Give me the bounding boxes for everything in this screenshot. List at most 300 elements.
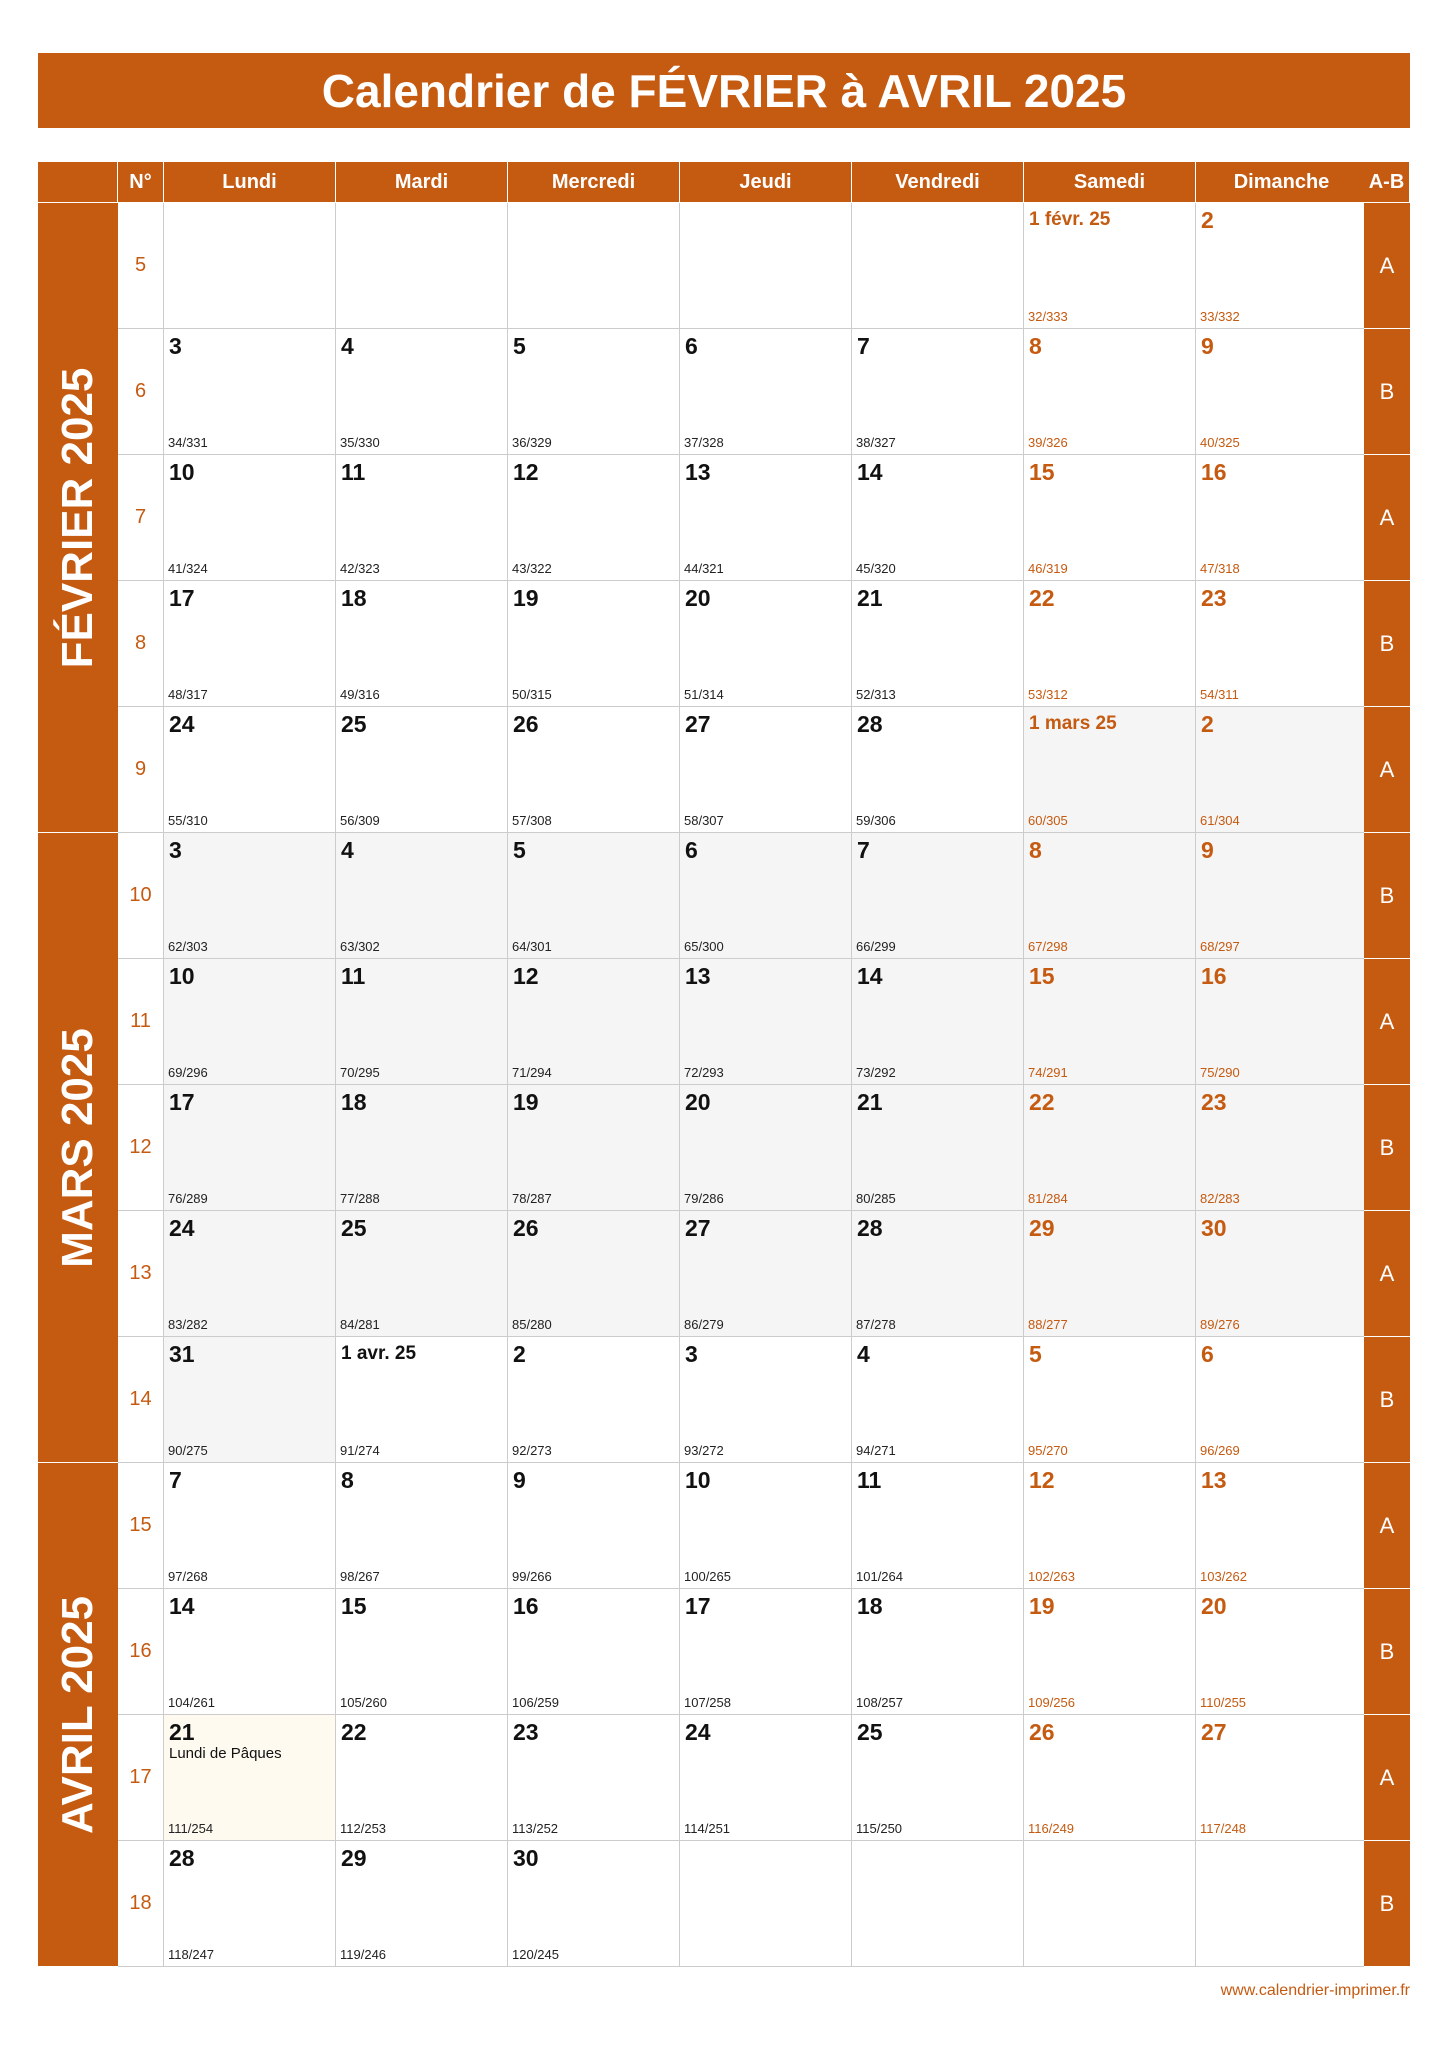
day-cell[interactable] xyxy=(164,707,336,833)
day-cell[interactable] xyxy=(508,959,680,1085)
day-number: 28 xyxy=(857,711,883,737)
day-count: 115/250 xyxy=(856,1821,903,1836)
day-cell[interactable] xyxy=(1196,707,1368,833)
day-cell[interactable] xyxy=(164,455,336,581)
day-number: 23 xyxy=(513,1719,539,1745)
day-cell[interactable] xyxy=(852,1463,1024,1589)
day-number: 12 xyxy=(513,963,539,989)
day-count: 54/311 xyxy=(1200,687,1239,702)
day-number: 17 xyxy=(169,1089,195,1115)
header-day-samedi: Samedi xyxy=(1024,162,1196,202)
day-count: 95/270 xyxy=(1028,1443,1068,1458)
header-day-dimanche: Dimanche xyxy=(1196,162,1368,202)
day-count: 93/272 xyxy=(684,1443,724,1458)
day-count: 66/299 xyxy=(856,939,896,954)
day-count: 72/293 xyxy=(684,1065,724,1080)
day-cell[interactable] xyxy=(336,581,508,707)
day-cell[interactable] xyxy=(1196,1337,1368,1463)
day-cell[interactable] xyxy=(1024,203,1196,329)
day-cell[interactable] xyxy=(508,329,680,455)
day-count: 48/317 xyxy=(168,687,208,702)
day-count: 63/302 xyxy=(340,939,380,954)
empty-cell xyxy=(680,203,852,329)
day-count: 103/262 xyxy=(1200,1569,1247,1584)
day-number: 7 xyxy=(169,1467,182,1493)
day-number: 22 xyxy=(1029,1089,1055,1115)
day-number: 14 xyxy=(857,963,883,989)
day-count: 108/257 xyxy=(856,1695,903,1710)
day-count: 83/282 xyxy=(168,1317,208,1332)
day-count: 32/333 xyxy=(1028,309,1068,324)
header-week-number: N° xyxy=(118,162,164,202)
day-cell[interactable] xyxy=(1024,959,1196,1085)
day-cell[interactable] xyxy=(1024,329,1196,455)
day-count: 111/254 xyxy=(168,1821,214,1836)
day-number: 10 xyxy=(169,459,195,485)
day-number: 6 xyxy=(685,333,698,359)
day-cell[interactable] xyxy=(852,959,1024,1085)
day-count: 109/256 xyxy=(1028,1695,1075,1710)
day-number: 19 xyxy=(1029,1593,1055,1619)
month-band-2 xyxy=(38,1463,118,1967)
day-cell[interactable] xyxy=(852,455,1024,581)
day-number: 10 xyxy=(169,963,195,989)
day-number: 3 xyxy=(685,1341,698,1367)
month-band-1 xyxy=(38,833,118,1463)
day-count: 45/320 xyxy=(856,561,896,576)
ab-week-label: A xyxy=(1364,1715,1410,1841)
day-number: 4 xyxy=(857,1341,870,1367)
day-cell[interactable] xyxy=(164,1841,336,1967)
week-number: 17 xyxy=(118,1715,164,1841)
day-number: 13 xyxy=(1201,1467,1227,1493)
day-cell[interactable] xyxy=(852,1589,1024,1715)
day-cell[interactable] xyxy=(680,581,852,707)
day-cell[interactable] xyxy=(1024,1463,1196,1589)
month-band-0 xyxy=(38,203,118,833)
week-number: 6 xyxy=(118,329,164,455)
day-cell[interactable] xyxy=(508,1841,680,1967)
day-count: 99/266 xyxy=(512,1569,552,1584)
day-number: 27 xyxy=(685,1215,711,1241)
day-count: 56/309 xyxy=(340,813,380,828)
day-count: 86/279 xyxy=(684,1317,724,1332)
day-number: 23 xyxy=(1201,1089,1227,1115)
day-count: 117/248 xyxy=(1200,1821,1247,1836)
day-cell[interactable] xyxy=(852,329,1024,455)
day-number: 5 xyxy=(513,333,526,359)
day-count: 33/332 xyxy=(1200,309,1240,324)
day-number: 1 avr. 25 xyxy=(341,1343,417,1364)
day-cell[interactable] xyxy=(1196,203,1368,329)
empty-cell xyxy=(852,1841,1024,1967)
day-number: 22 xyxy=(1029,585,1055,611)
day-cell[interactable] xyxy=(164,1715,336,1841)
day-number: 16 xyxy=(513,1593,539,1619)
ab-week-label: A xyxy=(1364,203,1410,329)
day-number: 27 xyxy=(1201,1719,1227,1745)
day-cell[interactable] xyxy=(852,581,1024,707)
day-number: 20 xyxy=(685,585,711,611)
calendar-title-bar xyxy=(38,53,1410,128)
day-cell[interactable] xyxy=(852,1211,1024,1337)
day-count: 120/245 xyxy=(512,1947,559,1962)
day-number: 21 xyxy=(857,1089,883,1115)
day-cell[interactable] xyxy=(508,707,680,833)
day-count: 46/319 xyxy=(1028,561,1068,576)
day-cell[interactable] xyxy=(508,1589,680,1715)
day-cell[interactable] xyxy=(164,1463,336,1589)
month-label: AVRIL 2025 xyxy=(53,1595,102,1834)
day-cell[interactable] xyxy=(336,455,508,581)
week-number: 11 xyxy=(118,959,164,1085)
day-cell[interactable] xyxy=(336,1841,508,1967)
day-number: 3 xyxy=(169,333,182,359)
day-count: 74/291 xyxy=(1028,1065,1068,1080)
day-count: 69/296 xyxy=(168,1065,208,1080)
day-cell[interactable] xyxy=(336,1463,508,1589)
day-count: 88/277 xyxy=(1028,1317,1068,1332)
day-count: 97/268 xyxy=(168,1569,208,1584)
ab-week-label: A xyxy=(1364,455,1410,581)
day-cell[interactable] xyxy=(508,1337,680,1463)
day-number: 29 xyxy=(1029,1215,1055,1241)
day-number: 21 xyxy=(857,585,883,611)
day-count: 40/325 xyxy=(1200,435,1240,450)
day-count: 64/301 xyxy=(512,939,552,954)
day-cell[interactable] xyxy=(336,1211,508,1337)
day-number: 21 xyxy=(169,1719,195,1745)
day-count: 49/316 xyxy=(340,687,380,702)
day-cell[interactable] xyxy=(1196,329,1368,455)
day-cell[interactable] xyxy=(680,1085,852,1211)
day-cell[interactable] xyxy=(1196,959,1368,1085)
day-number: 11 xyxy=(857,1467,882,1493)
day-count: 38/327 xyxy=(856,435,896,450)
day-count: 75/290 xyxy=(1200,1065,1240,1080)
day-cell[interactable] xyxy=(164,329,336,455)
day-cell[interactable] xyxy=(336,1337,508,1463)
empty-cell xyxy=(1196,1841,1368,1967)
empty-cell xyxy=(508,203,680,329)
day-count: 73/292 xyxy=(856,1065,896,1080)
day-number: 8 xyxy=(1029,837,1042,863)
day-cell[interactable] xyxy=(852,707,1024,833)
day-number: 1 mars 25 xyxy=(1029,713,1117,734)
day-count: 98/267 xyxy=(340,1569,380,1584)
day-number: 5 xyxy=(1029,1341,1042,1367)
day-number: 30 xyxy=(1201,1215,1227,1241)
day-count: 41/324 xyxy=(168,561,208,576)
month-label: MARS 2025 xyxy=(53,1027,102,1268)
day-number: 2 xyxy=(1201,711,1214,737)
ab-week-label: B xyxy=(1364,329,1410,455)
week-number: 10 xyxy=(118,833,164,959)
day-cell[interactable] xyxy=(336,1715,508,1841)
day-number: 25 xyxy=(341,711,367,737)
day-cell[interactable] xyxy=(852,1337,1024,1463)
day-cell[interactable] xyxy=(164,1211,336,1337)
day-cell[interactable] xyxy=(1024,1715,1196,1841)
day-cell[interactable] xyxy=(680,833,852,959)
day-number: 27 xyxy=(685,711,711,737)
day-number: 20 xyxy=(1201,1593,1227,1619)
day-number: 10 xyxy=(685,1467,711,1493)
day-cell[interactable] xyxy=(1196,455,1368,581)
day-count: 37/328 xyxy=(684,435,724,450)
day-count: 43/322 xyxy=(512,561,552,576)
day-number: 25 xyxy=(857,1719,883,1745)
day-number: 24 xyxy=(169,711,195,737)
day-cell[interactable] xyxy=(1024,1211,1196,1337)
day-cell[interactable] xyxy=(508,581,680,707)
ab-week-label: A xyxy=(1364,959,1410,1085)
day-count: 44/321 xyxy=(684,561,724,576)
day-cell[interactable] xyxy=(336,329,508,455)
day-cell[interactable] xyxy=(1196,1463,1368,1589)
day-cell[interactable] xyxy=(1024,833,1196,959)
day-count: 94/271 xyxy=(856,1443,896,1458)
day-count: 89/276 xyxy=(1200,1317,1240,1332)
week-number: 9 xyxy=(118,707,164,833)
day-number: 9 xyxy=(513,1467,526,1493)
day-count: 112/253 xyxy=(340,1821,387,1836)
day-count: 61/304 xyxy=(1200,813,1240,828)
day-count: 90/275 xyxy=(168,1443,208,1458)
day-count: 68/297 xyxy=(1200,939,1240,954)
holiday-label: Lundi de Pâques xyxy=(169,1745,282,1762)
day-count: 42/323 xyxy=(340,561,380,576)
day-count: 91/274 xyxy=(340,1443,380,1458)
day-number: 14 xyxy=(857,459,883,485)
empty-cell xyxy=(164,203,336,329)
day-cell[interactable] xyxy=(336,1589,508,1715)
day-cell[interactable] xyxy=(680,1715,852,1841)
ab-week-label: B xyxy=(1364,581,1410,707)
day-cell[interactable] xyxy=(1024,1337,1196,1463)
day-count: 85/280 xyxy=(512,1317,552,1332)
ab-week-label: B xyxy=(1364,1085,1410,1211)
day-count: 39/326 xyxy=(1028,435,1068,450)
day-number: 16 xyxy=(1201,459,1227,485)
day-cell[interactable] xyxy=(508,1715,680,1841)
header-day-vendredi: Vendredi xyxy=(852,162,1024,202)
day-cell[interactable] xyxy=(508,833,680,959)
day-count: 105/260 xyxy=(340,1695,387,1710)
day-count: 78/287 xyxy=(512,1191,552,1206)
week-number: 15 xyxy=(118,1463,164,1589)
day-number: 26 xyxy=(1029,1719,1055,1745)
day-count: 77/288 xyxy=(340,1191,380,1206)
empty-cell xyxy=(680,1841,852,1967)
day-count: 65/300 xyxy=(684,939,724,954)
day-count: 58/307 xyxy=(684,813,724,828)
day-number: 8 xyxy=(341,1467,354,1493)
day-number: 19 xyxy=(513,1089,539,1115)
day-cell[interactable] xyxy=(508,1085,680,1211)
day-cell[interactable] xyxy=(508,1211,680,1337)
day-count: 92/273 xyxy=(512,1443,552,1458)
day-count: 36/329 xyxy=(512,435,552,450)
day-count: 35/330 xyxy=(340,435,380,450)
day-count: 110/255 xyxy=(1200,1695,1247,1710)
day-number: 2 xyxy=(513,1341,526,1367)
day-number: 1 févr. 25 xyxy=(1029,209,1111,230)
day-cell[interactable] xyxy=(336,959,508,1085)
day-cell[interactable] xyxy=(680,455,852,581)
day-count: 53/312 xyxy=(1028,687,1068,702)
day-cell[interactable] xyxy=(1196,833,1368,959)
day-number: 4 xyxy=(341,333,354,359)
ab-week-label: A xyxy=(1364,1211,1410,1337)
day-number: 19 xyxy=(513,585,539,611)
day-count: 87/278 xyxy=(856,1317,896,1332)
day-number: 4 xyxy=(341,837,354,863)
day-number: 15 xyxy=(1029,459,1055,485)
day-number: 23 xyxy=(1201,585,1227,611)
header-ab: A-B xyxy=(1364,162,1410,202)
day-cell[interactable] xyxy=(1024,455,1196,581)
day-number: 14 xyxy=(169,1593,195,1619)
day-cell[interactable] xyxy=(1196,1589,1368,1715)
day-count: 102/263 xyxy=(1028,1569,1075,1584)
day-cell[interactable] xyxy=(1024,707,1196,833)
empty-cell xyxy=(852,203,1024,329)
day-number: 11 xyxy=(341,963,366,989)
day-number: 31 xyxy=(169,1341,195,1367)
day-cell[interactable] xyxy=(164,1589,336,1715)
day-number: 22 xyxy=(341,1719,367,1745)
day-number: 15 xyxy=(1029,963,1055,989)
day-count: 118/247 xyxy=(168,1947,215,1962)
day-count: 47/318 xyxy=(1200,561,1240,576)
day-number: 7 xyxy=(857,333,870,359)
day-cell[interactable] xyxy=(336,1085,508,1211)
header-day-jeudi: Jeudi xyxy=(680,162,852,202)
day-count: 81/284 xyxy=(1028,1191,1068,1206)
day-count: 76/289 xyxy=(168,1191,208,1206)
day-cell[interactable] xyxy=(1196,1211,1368,1337)
day-number: 3 xyxy=(169,837,182,863)
day-number: 24 xyxy=(169,1215,195,1241)
week-number: 8 xyxy=(118,581,164,707)
day-count: 80/285 xyxy=(856,1191,896,1206)
ab-week-label: B xyxy=(1364,1337,1410,1463)
week-number: 18 xyxy=(118,1841,164,1967)
month-label: FÉVRIER 2025 xyxy=(53,367,102,668)
week-number: 12 xyxy=(118,1085,164,1211)
day-cell[interactable] xyxy=(852,1085,1024,1211)
day-cell[interactable] xyxy=(508,1463,680,1589)
day-count: 59/306 xyxy=(856,813,896,828)
day-number: 16 xyxy=(1201,963,1227,989)
day-count: 106/259 xyxy=(512,1695,559,1710)
day-cell[interactable] xyxy=(164,1337,336,1463)
calendar-title: Calendrier de FÉVRIER à AVRIL 2025 xyxy=(321,64,1127,117)
day-number: 28 xyxy=(169,1845,195,1871)
day-number: 6 xyxy=(685,837,698,863)
day-cell[interactable] xyxy=(164,1085,336,1211)
week-number: 5 xyxy=(118,203,164,329)
day-count: 52/313 xyxy=(856,687,896,702)
day-count: 84/281 xyxy=(340,1317,380,1332)
day-cell[interactable] xyxy=(852,1715,1024,1841)
day-cell[interactable] xyxy=(164,959,336,1085)
day-number: 26 xyxy=(513,711,539,737)
day-count: 82/283 xyxy=(1200,1191,1240,1206)
day-count: 113/252 xyxy=(512,1821,559,1836)
day-count: 55/310 xyxy=(168,813,208,828)
day-cell[interactable] xyxy=(508,455,680,581)
day-number: 18 xyxy=(857,1593,883,1619)
day-cell[interactable] xyxy=(1024,1589,1196,1715)
day-count: 101/264 xyxy=(856,1569,903,1584)
ab-week-label: A xyxy=(1364,707,1410,833)
day-number: 9 xyxy=(1201,837,1214,863)
day-count: 79/286 xyxy=(684,1191,724,1206)
day-number: 24 xyxy=(685,1719,711,1745)
day-cell[interactable] xyxy=(680,959,852,1085)
empty-cell xyxy=(1024,1841,1196,1967)
header-day-lundi: Lundi xyxy=(164,162,336,202)
day-number: 2 xyxy=(1201,207,1214,233)
day-count: 34/331 xyxy=(168,435,208,450)
day-number: 25 xyxy=(341,1215,367,1241)
day-count: 96/269 xyxy=(1200,1443,1240,1458)
ab-week-label: A xyxy=(1364,1463,1410,1589)
week-number: 16 xyxy=(118,1589,164,1715)
day-number: 7 xyxy=(857,837,870,863)
day-number: 17 xyxy=(169,585,195,611)
day-number: 13 xyxy=(685,963,711,989)
day-cell[interactable] xyxy=(680,1589,852,1715)
day-cell[interactable] xyxy=(1196,581,1368,707)
day-cell[interactable] xyxy=(1024,581,1196,707)
day-count: 116/249 xyxy=(1028,1821,1075,1836)
day-cell[interactable] xyxy=(680,1463,852,1589)
day-cell[interactable] xyxy=(852,833,1024,959)
day-number: 29 xyxy=(341,1845,367,1871)
day-number: 6 xyxy=(1201,1341,1214,1367)
day-count: 51/314 xyxy=(684,687,724,702)
header-corner xyxy=(38,162,118,202)
day-cell[interactable] xyxy=(336,833,508,959)
day-cell[interactable] xyxy=(1196,1085,1368,1211)
day-number: 18 xyxy=(341,1089,367,1115)
week-number: 7 xyxy=(118,455,164,581)
day-cell[interactable] xyxy=(164,833,336,959)
day-count: 114/251 xyxy=(684,1821,731,1836)
day-number: 20 xyxy=(685,1089,711,1115)
ab-week-label: B xyxy=(1364,833,1410,959)
day-cell[interactable] xyxy=(1196,1715,1368,1841)
day-cell[interactable] xyxy=(164,581,336,707)
day-cell[interactable] xyxy=(680,329,852,455)
day-cell[interactable] xyxy=(1024,1085,1196,1211)
day-count: 67/298 xyxy=(1028,939,1068,954)
day-cell[interactable] xyxy=(680,707,852,833)
header-day-mardi: Mardi xyxy=(336,162,508,202)
day-cell[interactable] xyxy=(336,707,508,833)
day-count: 57/308 xyxy=(512,813,552,828)
day-cell[interactable] xyxy=(680,1337,852,1463)
day-cell[interactable] xyxy=(680,1211,852,1337)
footer-url[interactable]: www.calendrier-imprimer.fr xyxy=(1220,1982,1410,1999)
day-number: 15 xyxy=(341,1593,367,1619)
day-number: 13 xyxy=(685,459,711,485)
day-number: 5 xyxy=(513,837,526,863)
day-number: 26 xyxy=(513,1215,539,1241)
